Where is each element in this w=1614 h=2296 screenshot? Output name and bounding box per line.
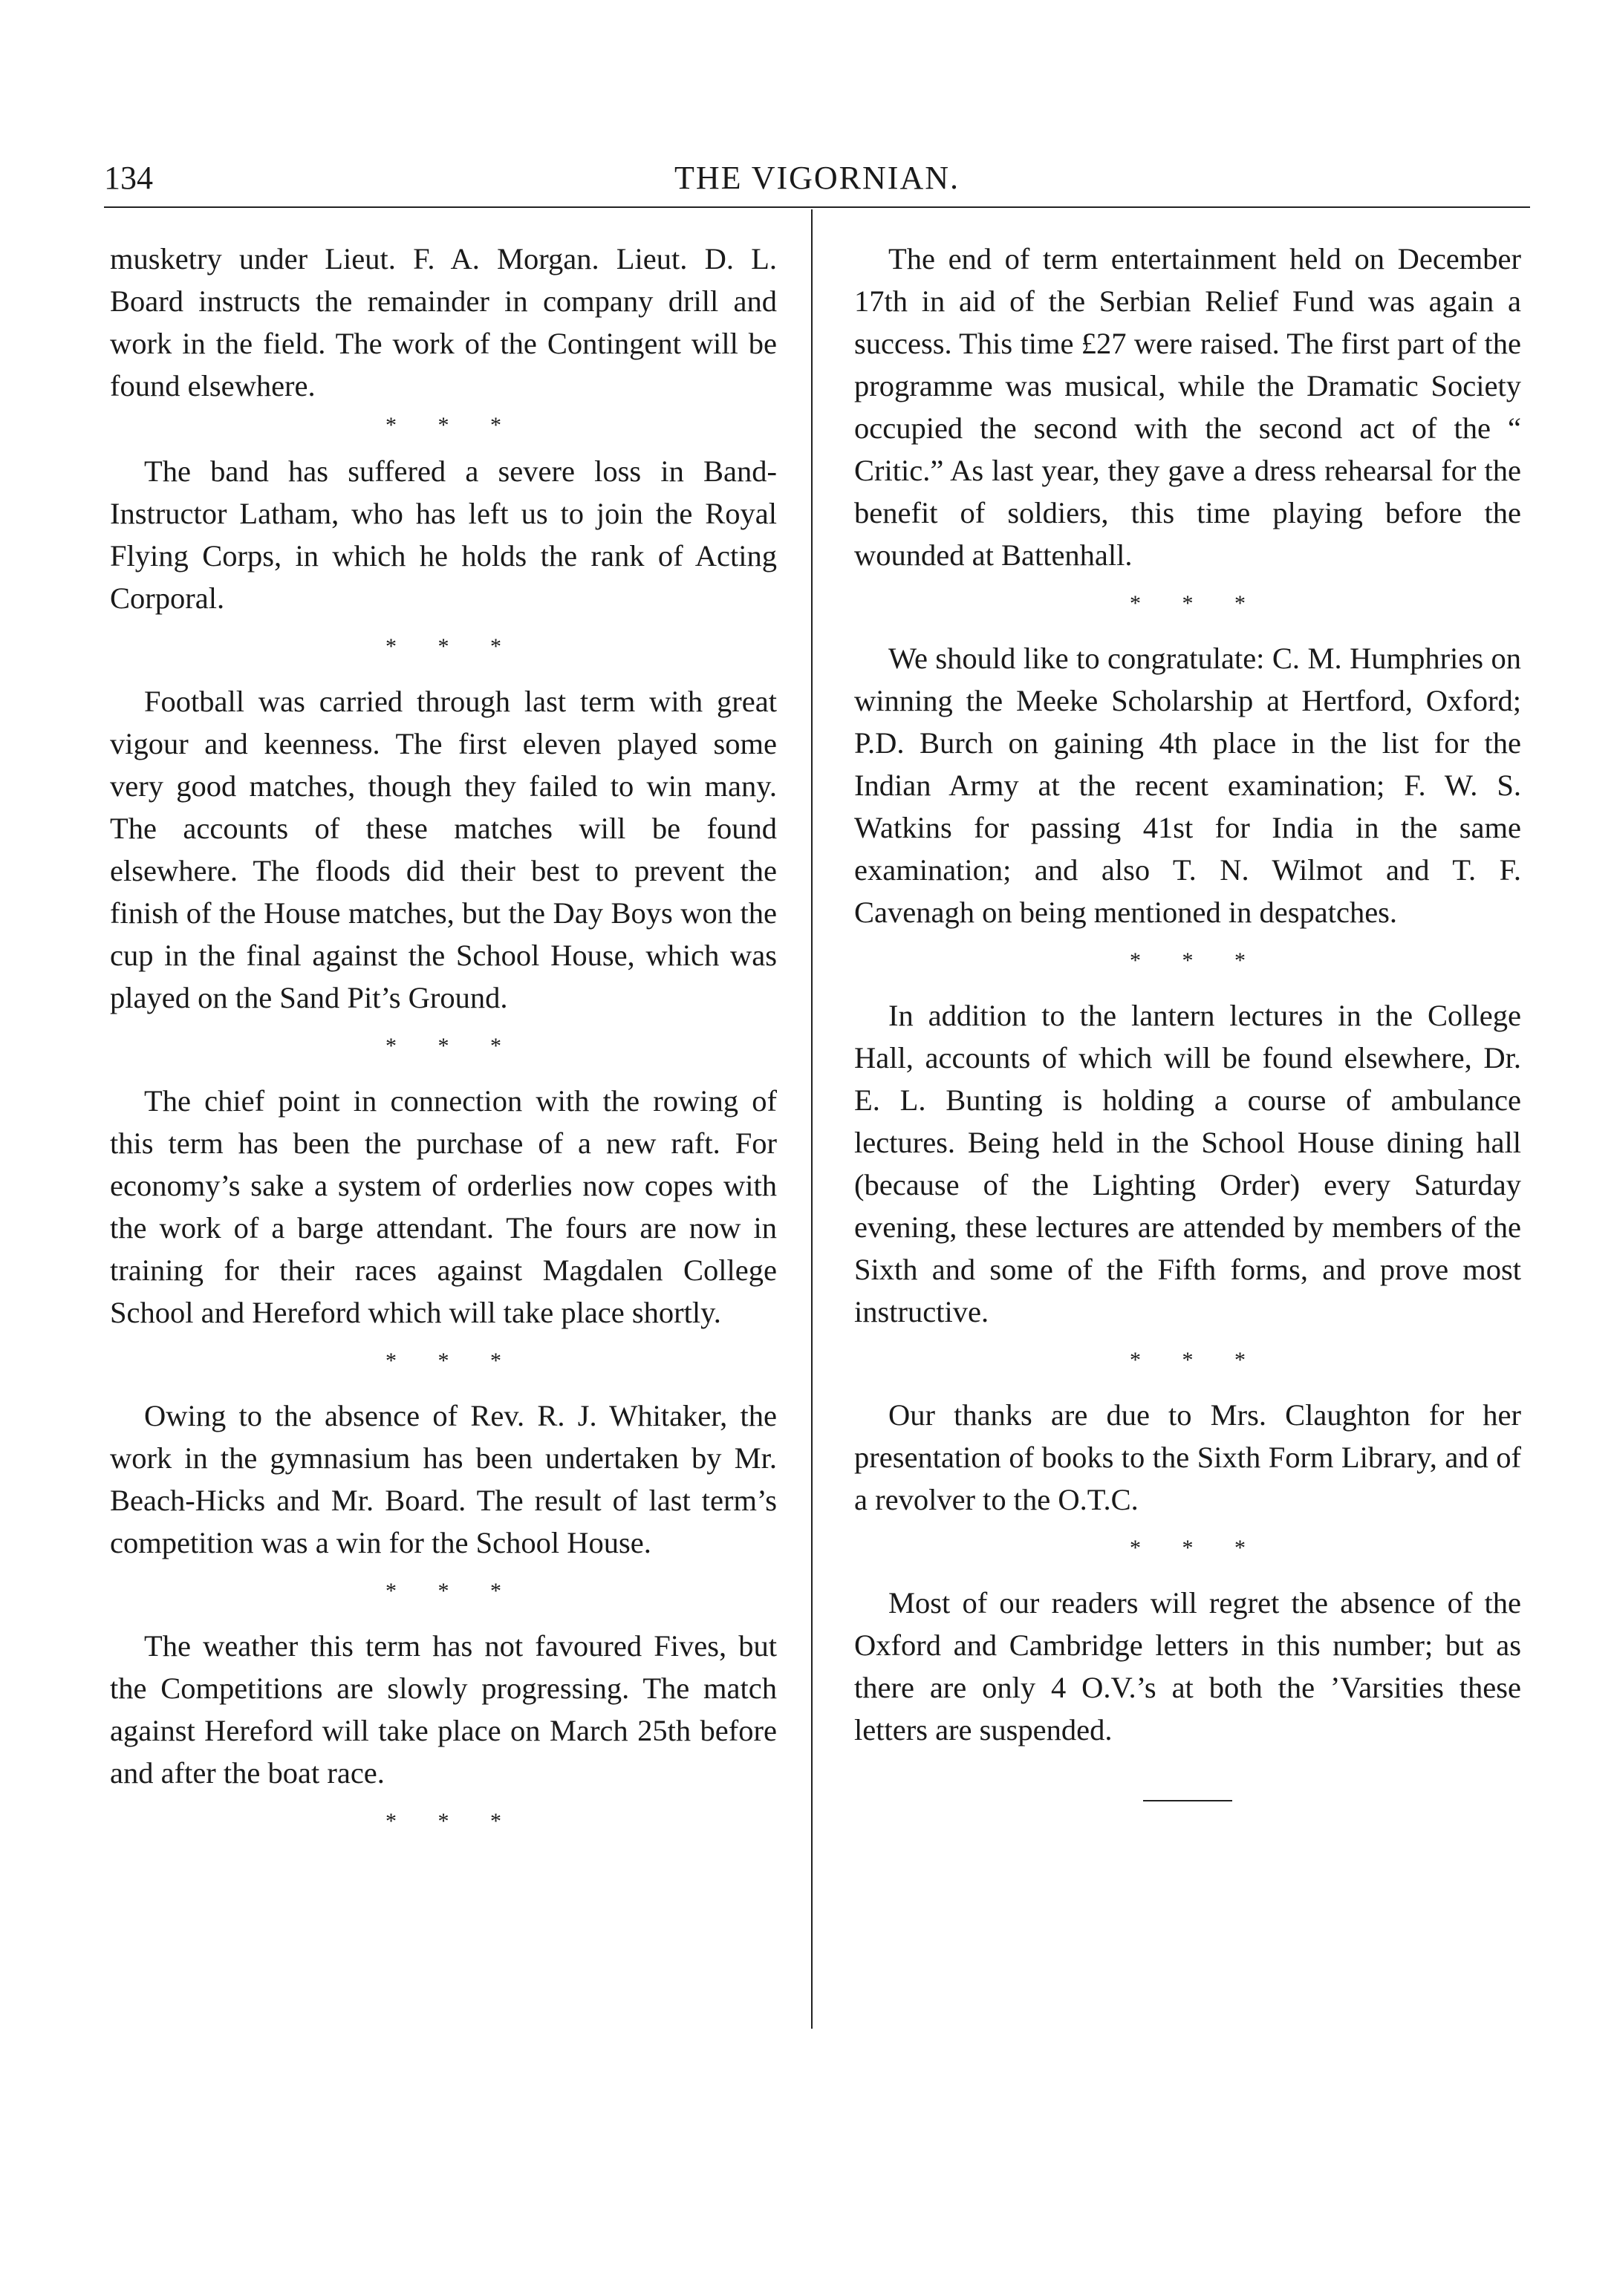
paragraph-fives: The weather this term has not favoured Fives, but the Competitions are slowly progressing. The match against Hereford will take place on March 25th before and after the boat race.	[110, 1629, 777, 1790]
paragraph-football: Football was carried through last term with great vigour and keenness. The first eleven played some very good matches, though they failed to win many. The accounts of these matches will be found elsewhere. The floods did their best to prevent the finish of the House matches, but the Day Boys won the cup in the final against the School House, which was played on the Sand Pit’s Ground.	[110, 685, 777, 1014]
paragraph-musketry: musketry under Lieut. F. A. Morgan. Lieut. D. L. Board instructs the remainder in company drill and work in the field. The work of the Contingent will be found elsewhere.	[110, 242, 777, 402]
end-rule	[1143, 1800, 1232, 1801]
header-rule	[104, 206, 1530, 208]
section-separator: * * *	[385, 1034, 519, 1058]
page-header	[104, 156, 1530, 209]
section-separator: * * *	[1130, 1348, 1263, 1372]
paragraph-congratulations: We should like to congratulate: C. M. Humphries on winning the Meeke Scholarship at Hertford, Oxford; P.D. Burch on gaining 4th place in the list for the Indian Army at the recent examination; F. W. S. Watkins for passing 41st for India in the same examination; and also T. N. Wilmot and T. F. Cavenagh on being mentioned in despatches.	[854, 642, 1521, 929]
paragraph-band: The band has suffered a severe loss in Band-Instructor Latham, who has left us to join the Royal Flying Corps, in which he holds the rank of Acting Corporal.	[110, 454, 777, 615]
page-title: THE VIGORNIAN.	[674, 160, 960, 196]
section-separator: * * *	[1130, 948, 1263, 973]
page-number: 134	[104, 160, 153, 196]
paragraph-varsity-letters: Most of our readers will regret the absence of the Oxford and Cambridge letters in this number; but as there are only 4 O.V.’s at both the ’Varsities these letters are suspended.	[854, 1586, 1521, 1747]
left-column	[110, 238, 777, 1855]
section-separator: * * *	[385, 1348, 519, 1373]
section-separator: * * *	[385, 634, 519, 659]
paragraph-entertainment: The end of term entertainment held on December 17th in aid of the Serbian Relief Fund was again a success. This time £27 were raised. The first part of the programme was musical, while the Dramatic Society occupied the second with the second act of the “ Critic.” As last year, they gave a dress rehearsal for the benefit of soldiers, this time playing before the wounded at Battenhall.	[854, 242, 1521, 572]
section-separator: * * *	[1130, 1536, 1263, 1560]
paragraph-thanks: Our thanks are due to Mrs. Claughton for her presentation of books to the Sixth Form Library, and of a revolver to the O.T.C.	[854, 1398, 1521, 1516]
section-separator: * * *	[385, 1579, 519, 1603]
column-divider	[811, 209, 813, 2029]
section-separator: * * *	[1130, 591, 1263, 616]
paragraph-gymnasium: Owing to the absence of Rev. R. J. Whitaker, the work in the gymnasium has been undertaken by Mr. Beach-Hicks and Mr. Board. The result of last term’s competition was a win for the School House.	[110, 1399, 777, 1559]
paragraph-lectures: In addition to the lantern lectures in the College Hall, accounts of which will be found elsewhere, Dr. E. L. Bunting is holding a course of ambulance lectures. Being held in the School House dining hall (because of the Lighting Order) every Saturday evening, these lectures are attended by members of the Sixth and some of the Fifth forms, and prove most instructive.	[854, 999, 1521, 1328]
right-column	[854, 238, 1521, 1801]
section-separator: * * *	[385, 413, 519, 437]
section-separator: * * *	[385, 1809, 519, 1833]
paragraph-rowing: The chief point in connection with the rowing of this term has been the purchase of a new raft. For economy’s sake a system of orderlies now copes with the work of a barge attendant. The fours are now in training for their races against Magdalen College School and Hereford which will take place shortly.	[110, 1084, 777, 1329]
